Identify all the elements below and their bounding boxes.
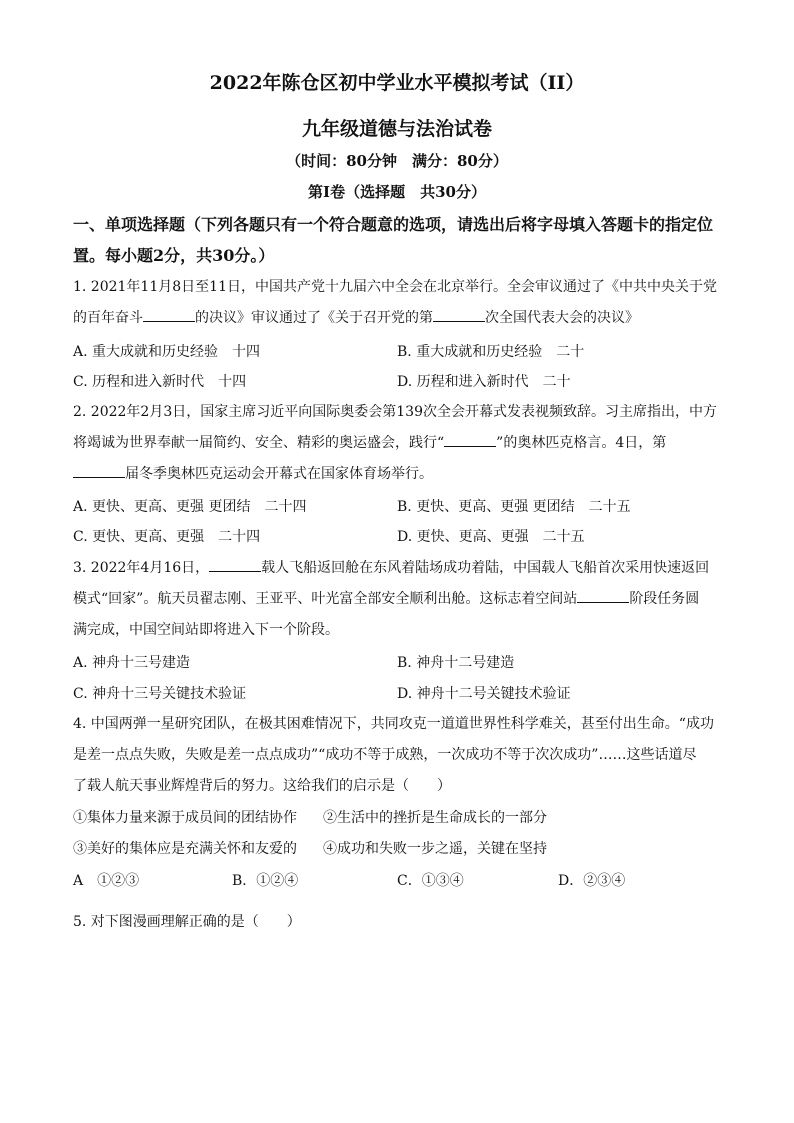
q4-option-c: C．①③④ [397,873,464,889]
q2-option-a: A. 更快、更高、更强 更团结 二十四 [73,499,307,515]
q4-line-2: 是差一点点失败，失败是差一点点成功”“成功不等于成熟，一次成功不等于次次成功”……这些话道尽 [73,747,697,763]
blank [209,559,261,572]
subject-title: 九年级道德与法治试卷 [301,118,492,140]
q3-option-b: B. 神舟十二号建造 [397,655,515,671]
q1-option-d: D. 历程和进入新时代 二十 [397,374,571,390]
q4-option-a: A ①②③ [73,873,140,889]
q2-option-d: D. 更快、更高、更强 二十五 [397,529,585,545]
q4-option-b: B．①②④ [232,873,299,889]
q5-line-1: 5. 对下图漫画理解正确的是（ ） [73,914,301,930]
q2-text-a: 将竭诚为世界奉献一届简约、安全、精彩的奥运盛会，践行“ [73,435,445,451]
q1-text-c: 次全国代表大会的决议》 [485,310,639,326]
blank [577,590,629,603]
blank [433,309,485,322]
q3-option-c: C. 神舟十三号关键技术验证 [73,686,247,702]
q2-option-c: C. 更快、更高、更强 二十四 [73,529,261,545]
q1-option-b: B. 重大成就和历史经验 二十 [397,344,585,360]
q4-line-3: 了载人航天事业辉煌背后的努力。这给我们的启示是（ ） [73,778,451,794]
q3-text-c: 模式“回家”。航天员翟志刚、王亚平、叶光富全部安全顺利出舱。这标志着空间站 [73,591,578,607]
q3-line-2 [73,588,733,608]
q1-option-a: A. 重大成就和历史经验 十四 [73,344,261,360]
q2-text-b: ”的奥林匹克格言。4日，第 [496,435,667,451]
q2-option-b: B. 更快、更高、更强 更团结 二十五 [397,499,631,515]
section-title: 第Ⅰ卷（选择题 共30分） [308,183,486,201]
q1-line-1: 1. 2021年11月8日至11日，中国共产党十九届六中全会在北京举行。全会审议通过了《中共中央关于党 [73,279,717,295]
instructions-line-1: 一、单项选择题（下列各题只有一个符合题意的选项，请选出后将字母填入答题卡的指定位 [73,215,714,234]
q3-line-1 [73,557,733,577]
q4-statement-3: ③美好的集体应是充满关怀和友爱的 [73,841,297,857]
q4-statement-1: ①集体力量来源于成员间的团结协作 [73,810,297,826]
q3-option-d: D. 神舟十二号关键技术验证 [397,686,571,702]
q2-line-2 [73,432,733,452]
q2-text-c: 届冬季奥林匹克运动会开幕式在国家体育场举行。 [125,466,433,482]
q4-option-d: D．②③④ [558,873,626,889]
q4-line-1: 4. 中国两弹一星研究团队，在极其困难情况下，共同攻克一道道世界性科学难关，甚至付出生命。“成功 [73,716,714,732]
q3-text-a: 3. 2022年4月16日， [73,560,210,576]
time-info: （时间：80分钟 满分：80分） [286,152,508,170]
q3-line-3: 满完成，中国空间站即将进入下一个阶段。 [73,622,339,638]
q2-line-3 [73,463,733,483]
blank [444,434,496,447]
q4-statement-4: ④成功和失败一步之遥，关键在坚持 [323,841,547,857]
q3-text-d: 阶段任务圆 [629,591,700,607]
q2-line-1: 2. 2022年2月3日，国家主席习近平向国际奥委会第139次全会开幕式发表视频致辞。习主席指出，中方 [73,404,717,420]
q3-option-a: A. 神舟十三号建造 [73,655,191,671]
q1-text-b: 的决议》审议通过了《关于召开党的第 [195,310,433,326]
instructions-line-2: 置。每小题2分，共30分。） [73,246,275,265]
blank [73,465,125,478]
blank [143,309,195,322]
q1-text-a: 的百年奋斗 [73,310,143,326]
q3-text-b: 载人飞船返回舱在东风着陆场成功着陆，中国载人飞船首次采用快速返回 [261,560,710,576]
q1-option-c: C. 历程和进入新时代 十四 [73,374,247,390]
q4-statement-2: ②生活中的挫折是生命成长的一部分 [323,810,547,826]
q1-line-2 [73,307,733,327]
exam-title: 2022年陈仓区初中学业水平模拟考试（II） [209,72,585,94]
